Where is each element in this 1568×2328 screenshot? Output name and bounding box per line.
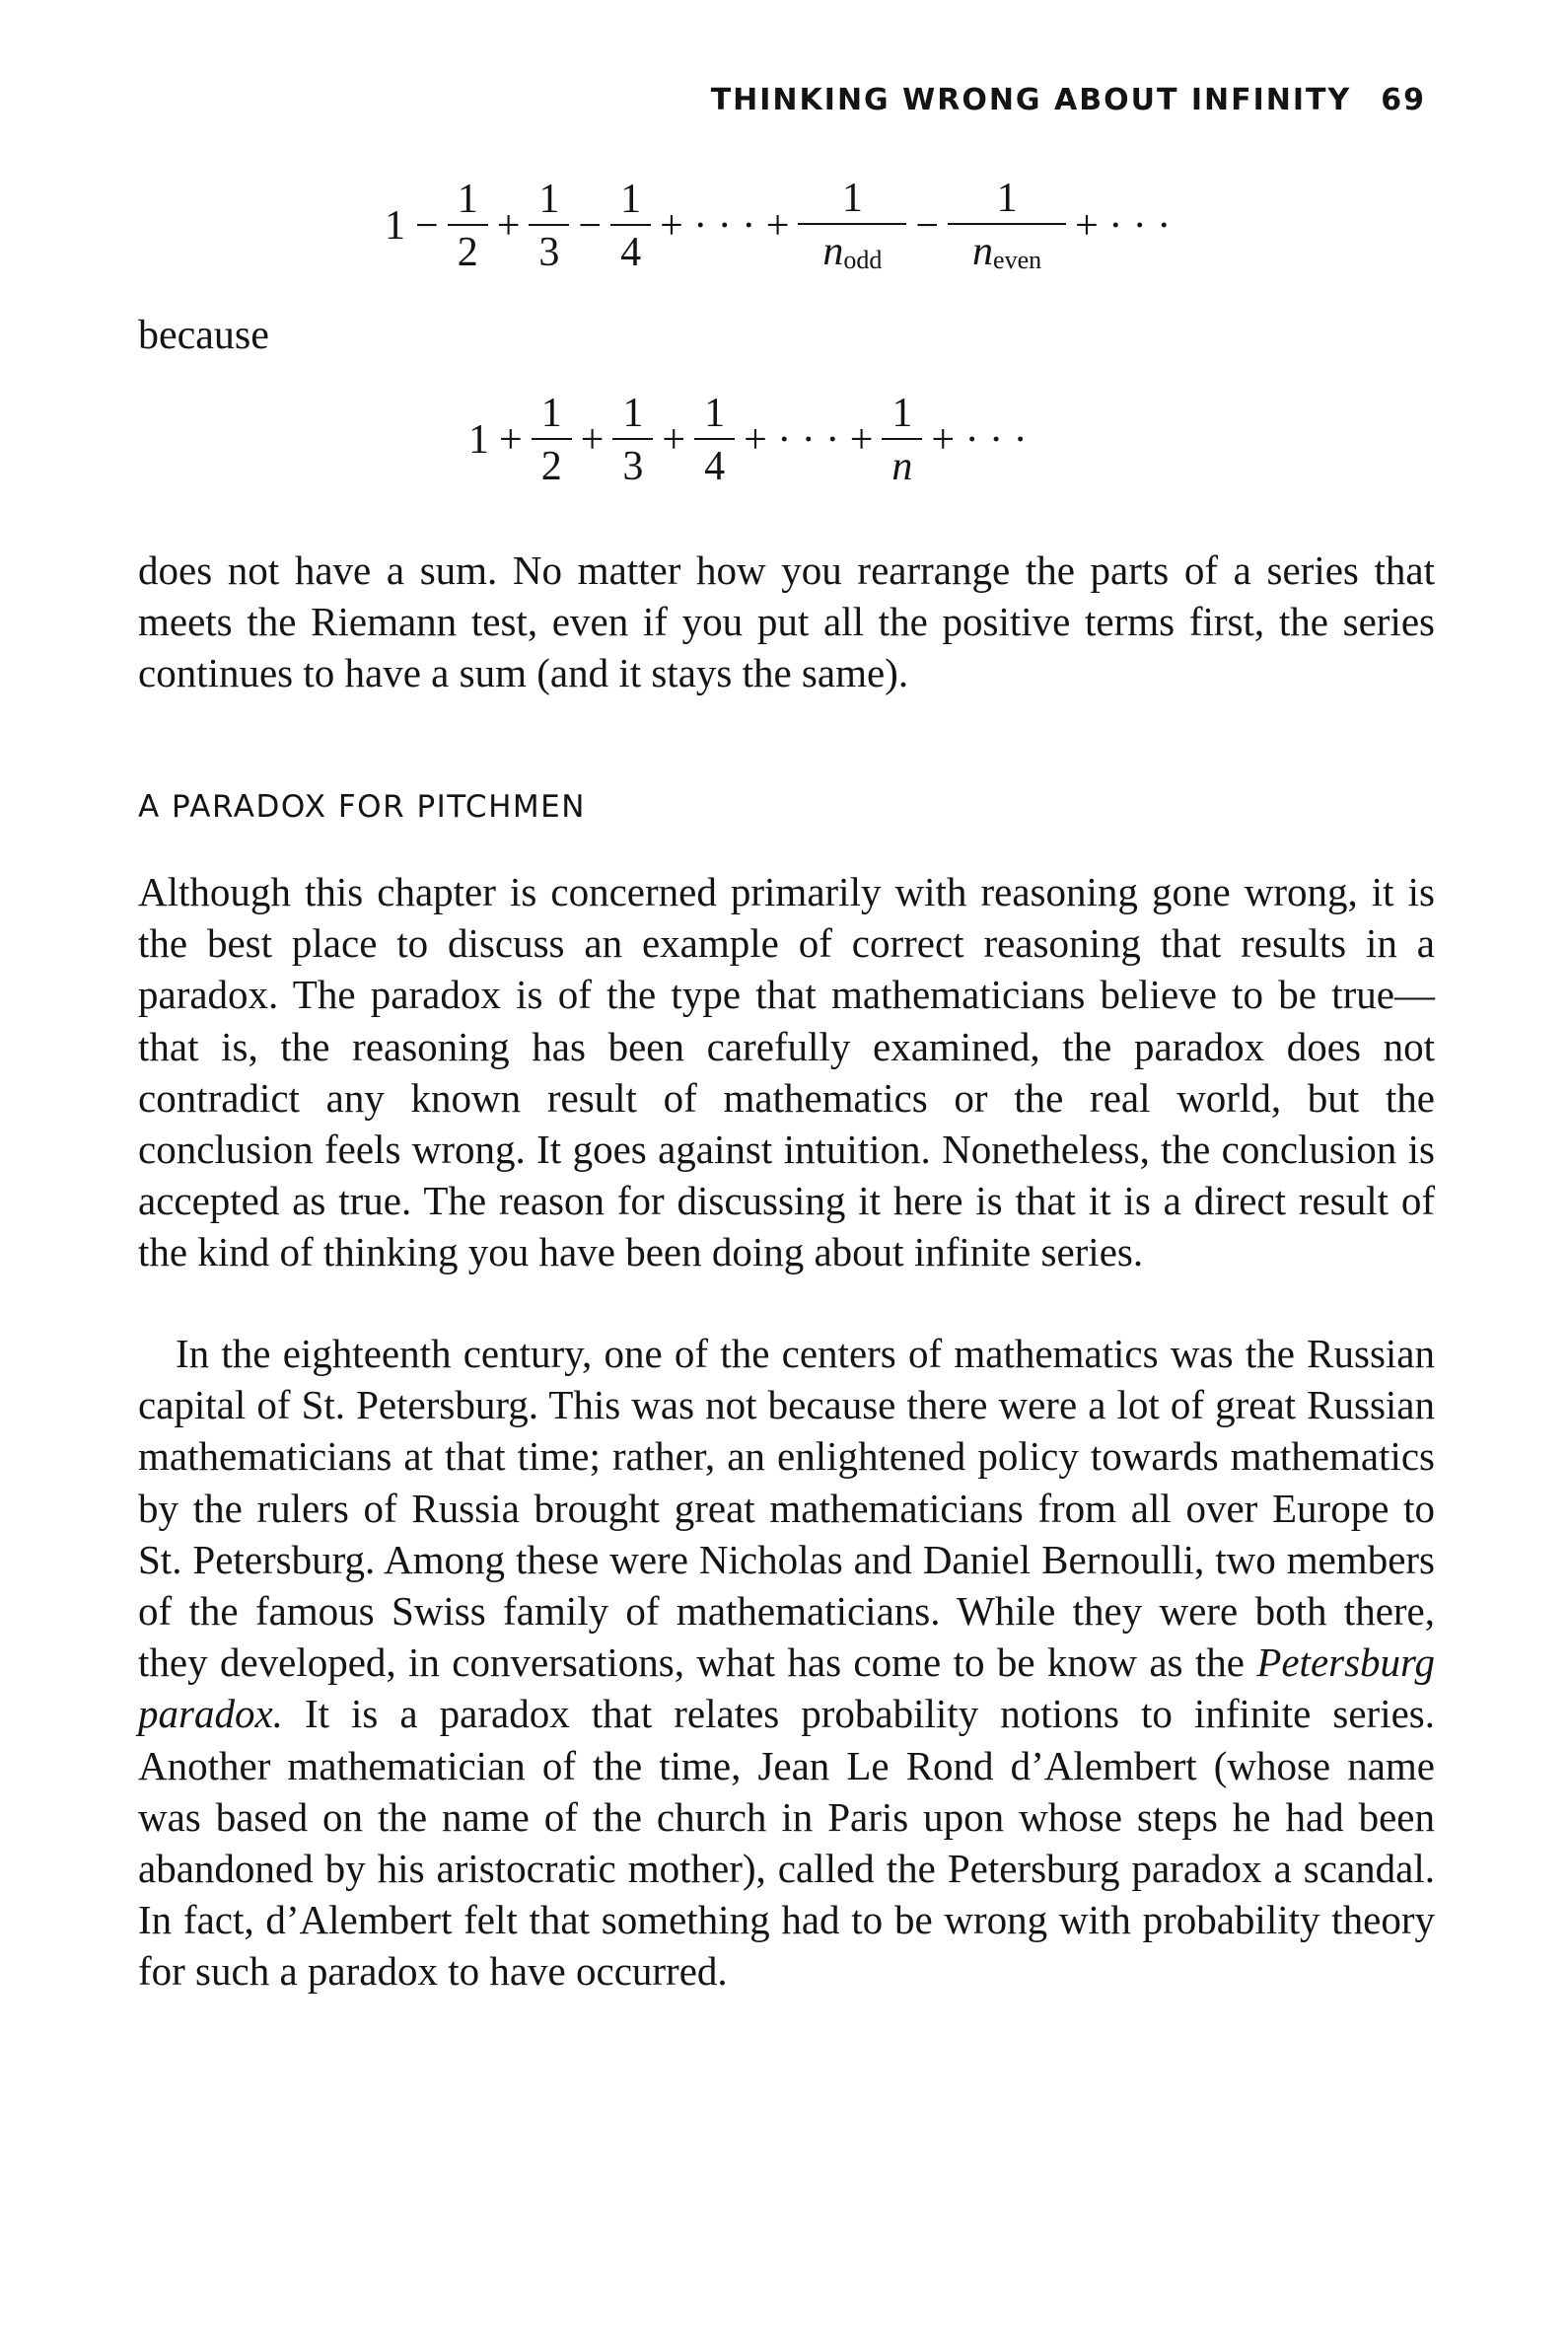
fraction [694, 393, 735, 487]
variable: n [822, 229, 844, 274]
term: 1 [385, 202, 405, 249]
numerator: 1 [448, 179, 488, 226]
operator: + [496, 202, 521, 249]
fraction [882, 393, 922, 487]
operator: + · · · + [744, 417, 874, 463]
paragraph: Although this chapter is concerned primarily with reasoning gone wrong, it is the best place to discuss an example of correct reasoning that results in a paradox. The paradox is of the type that mathematicians believe to be true—that is, the reasoning has been carefully examined, the paradox does not contradict any known result of mathematics or the real world, but the conclusion feels wrong. It goes against intuition. Nonetheless, the conclusion is accepted as true. The reason for discussing it here is that it is a direct result of the kind of thinking you have been doing about infinite series. [138, 869, 1435, 1275]
fraction [610, 176, 651, 275]
numerator: 1 [694, 393, 735, 440]
denominator: 4 [704, 444, 726, 489]
denominator [972, 225, 1041, 273]
italic-term: Petersburg paradox. [138, 1639, 1435, 1737]
running-header [711, 83, 1426, 117]
page-number: 69 [1381, 83, 1426, 117]
subscript: even [993, 246, 1042, 274]
operator: − [578, 202, 603, 249]
numerator: 1 [532, 393, 572, 440]
denominator: 3 [538, 229, 560, 275]
term: 1 [468, 417, 489, 463]
denominator: 2 [540, 444, 562, 489]
fraction [529, 176, 569, 275]
because-label: because [138, 313, 269, 358]
paragraph [138, 1328, 1435, 1998]
operator: + · · · + [660, 202, 790, 249]
operator: − [915, 202, 940, 249]
fraction [448, 176, 488, 275]
operator: + · · · [931, 417, 1028, 463]
numerator: 1 [882, 393, 922, 440]
fraction [532, 393, 572, 487]
denominator: 4 [620, 229, 642, 275]
denominator: 2 [457, 229, 478, 275]
paragraph-text: It is a paradox that relates probability notions to infinite series. Another mathematician of the time, Jean Le Rond d’Alembert (whose name was based on the name of the church in Paris upon whose steps he had been abandoned by his aristocratic mother), called the Petersburg paradox a scandal. In fact, d’Alembert felt that something had to be wrong with probability theory for such a paradox to have occurred. [138, 1691, 1435, 1995]
subscript: odd [843, 246, 883, 274]
operator: + [662, 417, 686, 463]
numerator: 1 [610, 179, 651, 226]
harmonic-series [463, 393, 1033, 487]
paragraph: does not have a sum. No matter how you rearrange the parts of a series that meets the Riemann test, even if you put all the positive terms first, the series continues to have a sum (and it stays the same). [138, 547, 1435, 696]
denominator: 3 [622, 444, 644, 489]
section-heading: A PARADOX FOR PITCHMEN [138, 789, 586, 825]
numerator: 1 [612, 393, 653, 440]
running-header-title: THINKING WRONG ABOUT INFINITY [710, 83, 1352, 117]
fraction [798, 178, 906, 273]
denominator [822, 225, 882, 273]
operator: + [580, 417, 605, 463]
operator: − [415, 202, 439, 249]
fraction [612, 393, 653, 487]
numerator: 1 [948, 178, 1066, 225]
paragraph-text: In the eighteenth century, one of the centers of mathematics was the Russian capital of St. Petersburg. This was not because there were a lot of great Russian mathematicians at that time; rather, an enlightened policy towards mathematics by the rulers of Russia brought great mathematicians from all over Europe to St. Petersburg. Among these were Nicholas and Daniel Bernoulli, two members of the famous Swiss family of mathematicians. While they were both there, they developed, in conversations, what has come to be know as the [138, 1331, 1435, 1686]
fraction [948, 178, 1066, 273]
operator: + · · · [1075, 202, 1172, 249]
operator: + [499, 417, 523, 463]
alternating-harmonic-series [380, 178, 1176, 273]
variable: n [972, 229, 994, 274]
variable: n [891, 444, 913, 489]
numerator: 1 [798, 178, 906, 225]
denominator [891, 440, 912, 487]
numerator: 1 [529, 179, 569, 226]
